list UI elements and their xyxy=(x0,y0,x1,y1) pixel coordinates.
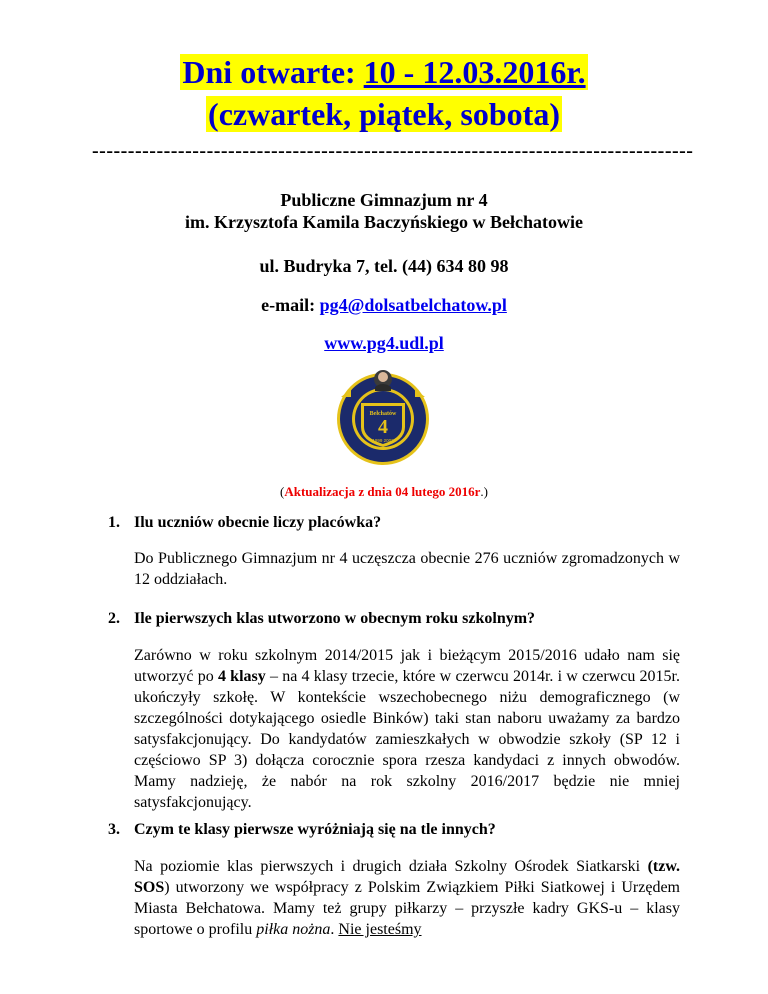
school-name-line2: im. Krzysztofa Kamila Baczyńskiego w Bełchatowie xyxy=(185,212,583,232)
question-3: 3. Czym te klasy pierwsze wyróżniają się na tle innych? xyxy=(108,821,496,838)
website-line xyxy=(0,333,768,354)
question-2: 2. Ile pierwszych klas utworzono w obecnym roku szkolnym? xyxy=(108,610,536,627)
title-days: (czwartek, piątek, sobota) xyxy=(208,96,560,132)
separator-line: ------------------------------------------------------------------------------------ xyxy=(92,140,694,162)
crest-number: 4 xyxy=(378,416,388,438)
answer-1: Do Publicznego Gimnazjum nr 4 uczęszcza obecnie 276 uczniów zgromadzonych w 12 oddziałach. xyxy=(134,550,680,588)
email-label: e-mail: xyxy=(261,295,320,315)
school-name-line1: Publiczne Gimnazjum nr 4 xyxy=(280,190,488,210)
answer-2: Zarówno w roku szkolnym 2014/2015 jak i bieżącym 2015/2016 udało nam się utworzyć po 4 klasy – na 4 klasy trzecie, które w czerwcu 2014r. i w czerwcu 2015r. ukończyły szkołę. W kontekście wszechobecnego niżu demograficznego (w szczególności dotykającego osiedle Binków) taki stan naboru uważamy za bardzo satysfakcjonujący. Do kandydatów zamieszkałych w obwodzie szkoły (SP 12 i częściowo SP 3) dołącza corocznie spora rzesza kandydaci z innych obwodów. Mamy nadzieję, że nabór na rok szkolny 2016/2017 będzie nie mniej satysfakcjonujący. xyxy=(134,647,680,811)
update-date: Aktualizacja z dnia 04 lutego 2016r xyxy=(284,484,481,499)
email-line xyxy=(0,295,768,316)
crest-city: Bełchatów xyxy=(369,411,397,417)
open-days-title xyxy=(0,52,768,92)
title-prefix: Dni otwarte: xyxy=(182,54,364,90)
school-address: ul. Budryka 7, tel. (44) 634 80 98 xyxy=(259,256,509,276)
crest-years: 1999 2002 xyxy=(372,438,394,443)
question-1: 1. Ilu uczniów obecnie liczy placówka? xyxy=(108,514,382,531)
title-dates: 10 - 12.03.2016r. xyxy=(363,54,586,90)
school-crest-icon xyxy=(333,367,433,467)
answer-3: Na poziomie klas pierwszych i drugich działa Szkolny Ośrodek Siatkarski (tzw. SOS) utworzony we współpracy z Polskim Związkiem Piłki Siatkowej i Urzędem Miasta Bełchatowa. Mamy też grupy piłkarzy – przyszłe kadry GKS-u – klasy sportowe o profilu piłka nożna. Nie jesteśmy xyxy=(134,858,680,938)
update-note: (Aktualizacja z dnia 04 lutego 2016r.) xyxy=(279,484,488,499)
email-link[interactable]: pg4@dolsatbelchatow.pl xyxy=(319,295,507,315)
open-days-weekdays xyxy=(0,94,768,134)
website-link[interactable]: www.pg4.udl.pl xyxy=(324,333,444,353)
